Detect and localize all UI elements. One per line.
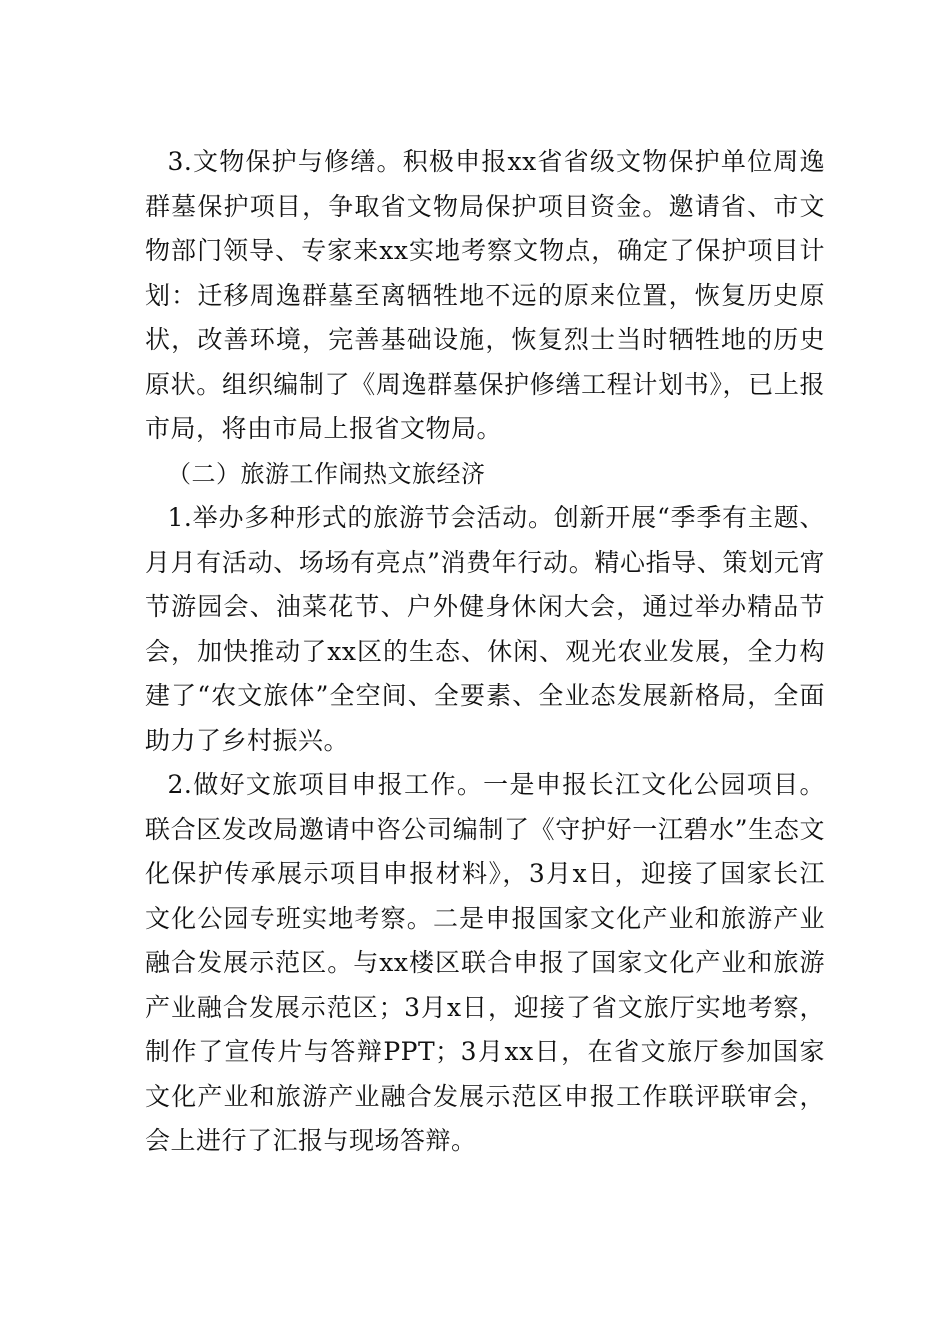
paragraph-cultural-relics-protection: 3.文物保护与修缮。积极申报xx省省级文物保护单位周逸群墓保护项目，争取省文物局保护项目资金。邀请省、市文物部门领导、专家来xx实地考察文物点，确定了保护项目计划：迁移周逸群墓至离牺牲地不远的原来位置，恢复历史原状，改善环境，完善基础设施，恢复烈士当时牺牲地的历史原状。组织编制了《周逸群墓保护修缮工程计划书》，已上报市局，将由市局上报省文物局。 [145,147,825,443]
paragraph-project-applications: 2.做好文旅项目申报工作。一是申报长江文化公园项目。联合区发改局邀请中咨公司编制了《守护好一江碧水”生态文化保护传承展示项目申报材料》，3月x日，迎接了国家长江文化公园专班实地考察。二是申报国家文化产业和旅游产业融合发展示范区。与xx楼区联合申报了国家文化产业和旅游产业融合发展示范区；3月x日，迎接了省文旅厅实地考察，制作了宣传片与答辩PPT；3月xx日，在省文旅厅参加国家文化产业和旅游产业融合发展示范区申报工作联评联审会，会上进行了汇报与现场答辩。 [145,770,825,1155]
document-body [145,140,825,1164]
section-heading-tourism: （二）旅游工作闹热文旅经济 [167,459,486,488]
paragraph-tourism-festivals: 1.举办多种形式的旅游节会活动。创新开展“季季有主题、月月有活动、场场有亮点”消费年行动。精心指导、策划元宵节游园会、油菜花节、户外健身休闲大会，通过举办精品节会，加快推动了xx区的生态、休闲、观光农业发展，全力构建了“农文旅体”全空间、全要素、全业态发展新格局，全面助力了乡村振兴。 [145,503,825,755]
